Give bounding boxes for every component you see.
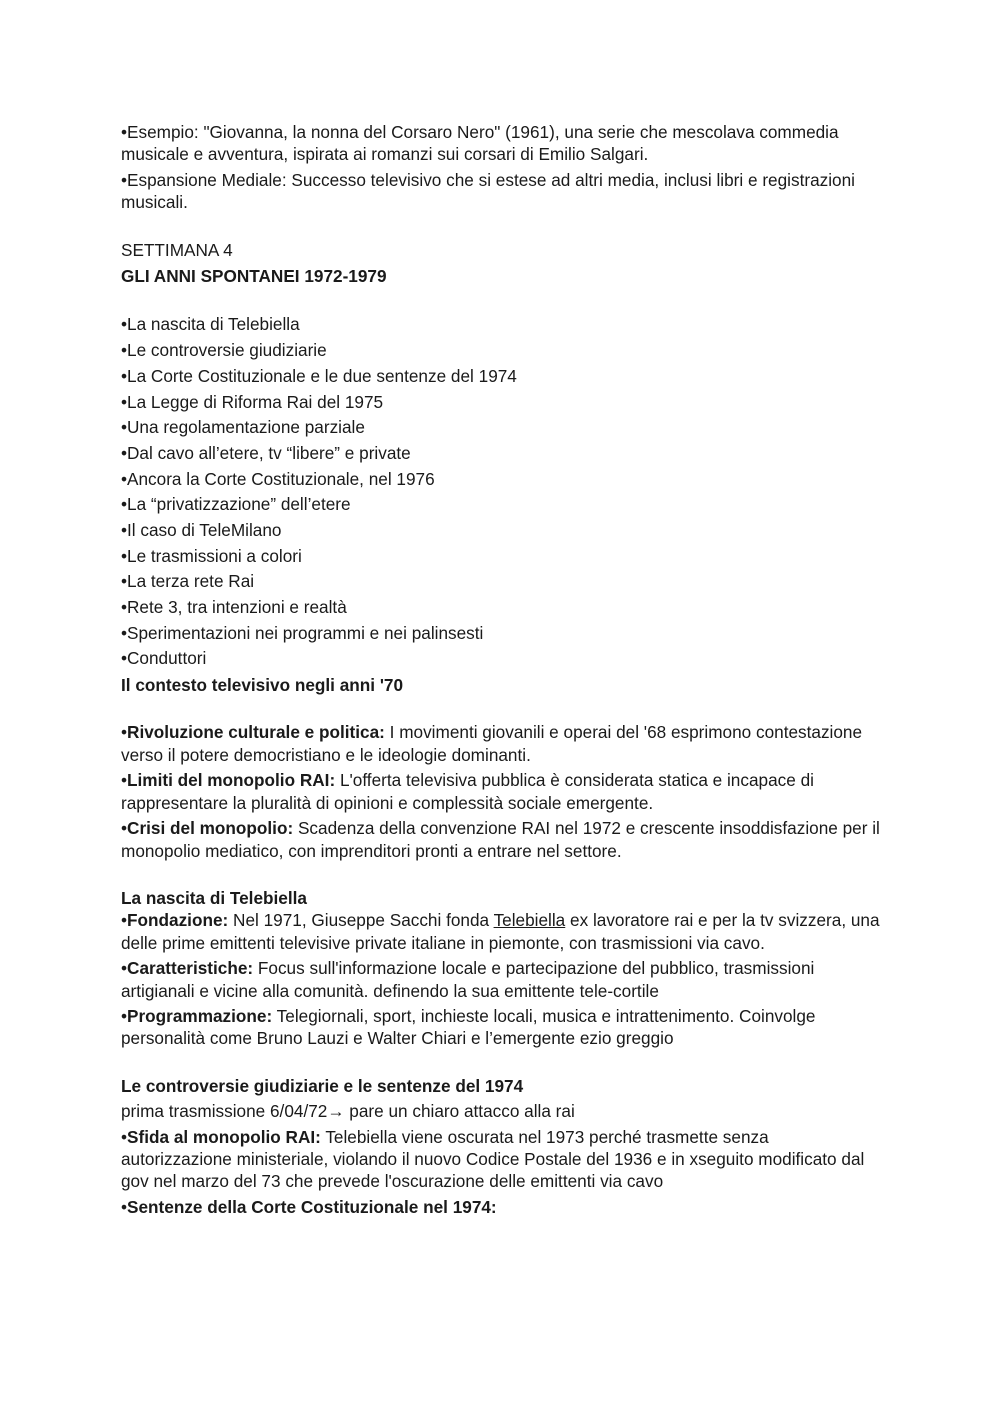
week-label: SETTIMANA 4 xyxy=(121,239,233,260)
list-item: •La terza rete Rai xyxy=(121,571,255,592)
context-heading: Il contesto televisivo negli anni '70 xyxy=(121,675,404,696)
topic-list xyxy=(121,312,881,672)
fondazione-item: •Fondazione: Nel 1971, Giuseppe Sacchi fonda Telebiella ex lavoratore rai e per la tv svizzera, una delle prime emittenti televisive private italiane in piemonte, con trasmissioni via cavo. xyxy=(121,910,880,953)
list-item: •Ancora la Corte Costituzionale, nel 1976 xyxy=(121,468,435,489)
context-item: •Rivoluzione culturale e politica: I movimenti giovanili e operai del '68 esprimono contestazione verso il potere democristiano e le ideologie dominanti. xyxy=(121,722,863,765)
list-item: •La nascita di Telebiella xyxy=(121,314,300,335)
telebiella-link[interactable]: Telebiella xyxy=(493,910,566,931)
list-item: •Dal cavo all’etere, tv “libere” e private xyxy=(121,442,411,463)
paragraph-esempio: •Esempio: "Giovanna, la nonna del Corsaro Nero" (1961), una serie che mescolava commedia musicale e avventura, ispirata ai romanzi sui corsari di Emilio Salgari. xyxy=(121,122,839,165)
list-item: •Le trasmissioni a colori xyxy=(121,545,302,566)
document-page xyxy=(121,121,881,1221)
list-item: •La Legge di Riforma Rai del 1975 xyxy=(121,391,384,412)
list-item: •Sperimentazioni nei programmi e nei palinsesti xyxy=(121,622,484,643)
list-item: •Le controversie giudiziarie xyxy=(121,340,327,361)
section-title: GLI ANNI SPONTANEI 1972-1979 xyxy=(121,266,387,287)
list-item: •Rete 3, tra intenzioni e realtà xyxy=(121,597,347,617)
list-item: •La “privatizzazione” dell’etere xyxy=(121,494,351,515)
list-item: •La Corte Costituzionale e le due sentenze del 1974 xyxy=(121,365,517,386)
telebiella-item: •Caratteristiche: Focus sull'informazione locale e partecipazione del pubblico, trasmissioni artigianali e vicine alla comunità. definendo la sua emittente tele-cortile xyxy=(121,958,815,1001)
telebiella-heading: La nascita di Telebiella xyxy=(121,887,307,908)
context-item: •Limiti del monopolio RAI: L'offerta televisiva pubblica è considerata statica e incapace di rappresentare la pluralità di opinioni e complessità sociale emergente. xyxy=(121,770,814,813)
paragraph-espansione: •Espansione Mediale: Successo televisivo che si estese ad altri media, inclusi libri e registrazioni musicali. xyxy=(121,169,855,213)
controversie-item: •Sentenze della Corte Costituzionale nel 1974: xyxy=(121,1196,497,1217)
list-item: •Il caso di TeleMilano xyxy=(121,519,282,540)
controversie-line: prima trasmissione 6/04/72→ pare un chiaro attacco alla rai xyxy=(121,1101,575,1122)
list-item: •Conduttori xyxy=(121,648,207,669)
context-item: •Crisi del monopolio: Scadenza della convenzione RAI nel 1972 e crescente insoddisfazione per il monopolio mediatico, con imprenditori pronti a entrare nel settore. xyxy=(121,818,880,861)
controversie-item: •Sfida al monopolio RAI: Telebiella viene oscurata nel 1973 perché trasmette senza autorizzazione ministeriale, violando il nuovo Codice Postale del 1936 e in xseguito modificato dal gov nel marzo del 73 che prevede l'oscurazione delle emittenti via cavo xyxy=(121,1126,865,1192)
controversie-heading: Le controversie giudiziarie e le sentenze del 1974 xyxy=(121,1075,524,1096)
telebiella-item: •Programmazione: Telegiornali, sport, inchieste locali, musica e intrattenimento. Coinvolge personalità come Bruno Lauzi e Walter Chiari e l’emergente ezio greggio xyxy=(121,1005,816,1049)
list-item: •Una regolamentazione parziale xyxy=(121,417,365,438)
